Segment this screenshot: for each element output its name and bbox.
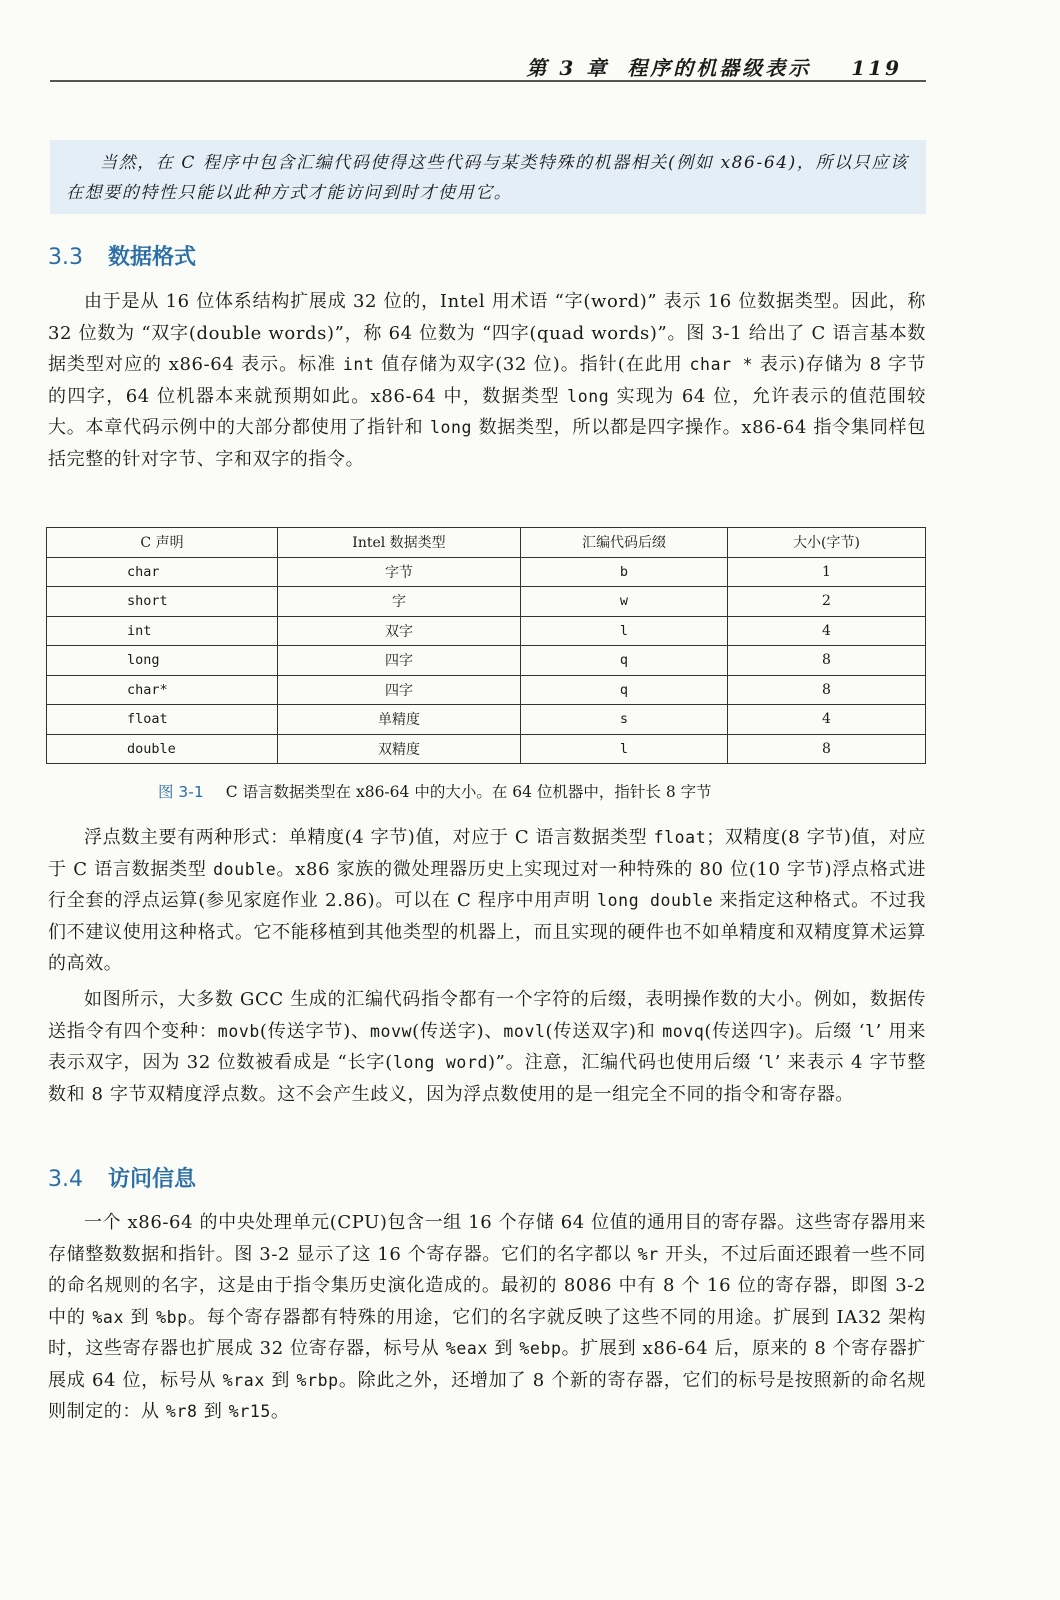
text-run: 值存储为双字(32 位)。指针(在此用 [374, 354, 690, 375]
code-run: movw [370, 1021, 413, 1041]
table-cell: double [47, 734, 278, 764]
table-cell: char* [47, 675, 278, 705]
page-number: 119 [851, 56, 902, 80]
section-number: 3.4 [48, 1167, 83, 1192]
code-run: float [653, 828, 707, 847]
text-run: ’ 用来表示双字，因为 32 位数被看成是 “长字( [48, 1020, 927, 1073]
text-run: 到 [487, 1338, 520, 1359]
code-run: long double [597, 891, 714, 910]
code-run: %bp [156, 1307, 188, 1327]
code-run: long word [392, 1053, 489, 1072]
text-run: (传送双字)和 [545, 1020, 663, 1042]
table-cell: 1 [728, 557, 926, 587]
code-run: int [342, 355, 375, 374]
note-box [50, 140, 926, 214]
header-chapter: 第 3 章 [526, 56, 610, 80]
table-row [47, 587, 926, 617]
table-header-row [47, 528, 926, 558]
code-run: long [429, 418, 473, 437]
table-cell: char [47, 557, 278, 587]
table-cell: 4 [728, 705, 926, 735]
text-run: (传送四字)。后缀 ‘ [704, 1020, 866, 1042]
table-cell: s [521, 705, 728, 735]
table-row [47, 557, 926, 587]
text-run: 实现为 64 位，允许表示的值范围较大。本章代码示例中的大部分都使用了指针和 [48, 385, 926, 438]
table-cell: 单精度 [278, 705, 521, 735]
text-run: (传送字)、 [412, 1020, 504, 1042]
text-run: 到 [123, 1306, 157, 1328]
text-run: )”。注意，汇编代码也使用后缀 ‘ [488, 1052, 765, 1073]
section-3-4-title [48, 1162, 196, 1193]
code-run: char * [689, 355, 754, 374]
section-title-text: 数据格式 [108, 245, 197, 270]
table-cell: 8 [728, 646, 926, 676]
code-run: movb [217, 1021, 260, 1041]
section-title-text: 访问信息 [108, 1167, 197, 1192]
table-row [47, 675, 926, 705]
table-row [47, 616, 926, 646]
text-run: 表示)存储为 8 字节的四字，64 位机器本来就预期如此。x86-64 中，数据类型 [48, 354, 926, 407]
table-cell: long [47, 646, 278, 676]
paragraph-registers [48, 1207, 926, 1428]
table-cell: b [521, 557, 728, 587]
paragraph-floating-point [48, 822, 926, 980]
text-run: 。扩展到 x86-64 后，原来的 8 个寄存器扩展成 64 位，标号从 [48, 1338, 927, 1391]
text-run: 如图所示，大多数 GCC 生成的汇编代码指令都有一个字符的后缀，表明操作数的大小。例如，数据传送指令有四个变种： [48, 989, 926, 1042]
text-run: 。除此之外，还增加了 8 个新的寄存器，它们的标号是按照新的命名规则制定的：从 [48, 1369, 926, 1422]
column-header: 大小(字节) [728, 528, 926, 558]
table-cell: q [521, 646, 728, 676]
code-run: double [213, 859, 277, 879]
column-header: 汇编代码后缀 [521, 528, 728, 558]
text-run: 到 [264, 1369, 297, 1391]
column-header: Intel 数据类型 [278, 528, 521, 558]
code-run: l [865, 1021, 876, 1041]
table-cell: w [521, 587, 728, 617]
figure-caption [158, 780, 712, 802]
header-chapter-title: 程序的机器级表示 [627, 56, 812, 80]
code-run: movl [503, 1021, 546, 1041]
code-run: long [567, 386, 610, 406]
data-types-table [46, 527, 926, 764]
table-row [47, 646, 926, 676]
table-cell: 双字 [278, 616, 521, 646]
column-header: C 声明 [47, 528, 278, 558]
code-run: %r [637, 1244, 659, 1264]
running-header [50, 46, 926, 82]
code-run: %rbp [296, 1370, 339, 1390]
text-run: ’ 来表示 4 字节整数和 8 字节双精度浮点数。这不会产生歧义，因为浮点数使用的是一组完全不同的指令和寄存器。 [48, 1052, 926, 1105]
text-run: 到 [197, 1401, 229, 1422]
code-run: %r8 [165, 1402, 198, 1421]
section-3-3-title [48, 240, 196, 271]
text-run: 一个 x86-64 的中央处理单元(CPU)包含一组 16 个存储 64 位值的通用目的寄存器。这些寄存器用来存储整数数据和指针。图 3-2 显示了这 16 个寄存器。它们的名字都以 [48, 1212, 926, 1265]
code-run: %r15 [228, 1402, 271, 1421]
table-cell: int [47, 616, 278, 646]
table-cell: 四字 [278, 675, 521, 705]
code-run: %rax [222, 1370, 265, 1390]
code-run: %ax [92, 1307, 124, 1327]
text-run: 来指定这种格式。不过我们不建议使用这种格式。它不能移植到其他类型的机器上，而且实现的硬件也不如单精度和双精度算术运算的高效。 [48, 890, 927, 974]
text-run: ；双精度(8 字节)值，对应于 C 语言数据类型 [48, 827, 926, 880]
code-run: %eax [445, 1339, 488, 1358]
table-cell: 字节 [278, 557, 521, 587]
figure-caption-text: C 语言数据类型在 x86-64 中的大小。在 64 位机器中，指针长 8 字节 [225, 783, 712, 801]
table-cell: 2 [728, 587, 926, 617]
code-run: l [764, 1053, 775, 1072]
table-cell: q [521, 675, 728, 705]
table-cell: l [521, 734, 728, 764]
paragraph-data-formats [48, 286, 926, 475]
figure-label: 图 3-1 [158, 783, 204, 801]
table-cell: 字 [278, 587, 521, 617]
table-cell: 8 [728, 675, 926, 705]
section-number: 3.3 [48, 245, 83, 270]
text-run: 。每个寄存器都有特殊的用途，它们的名字就反映了这些不同的用途。扩展到 IA32 架构时，这些寄存器也扩展成 32 位寄存器，标号从 [48, 1306, 927, 1359]
table-cell: 4 [728, 616, 926, 646]
text-run: 由于是从 16 位体系结构扩展成 32 位的，Intel 用术语 “字(word)” 表示 16 位数据类型。因此，称 32 位数为 “双字(double words)”，称 64 位数为 “四字(quad words)”。图 3-1 给出了 C 语言基本数据类型对应的 x86-64 表示。标准 [48, 291, 926, 375]
table-cell: 8 [728, 734, 926, 764]
code-run: %ebp [519, 1339, 562, 1358]
paragraph-suffixes [48, 984, 926, 1110]
text-run: 开头，不过后面还跟着一些不同的命名规则的名字，这是由于指令集历史演化造成的。最初的 8086 中有 8 个 16 位的寄存器，即图 3-2 中的 [48, 1243, 926, 1328]
table-cell: 双精度 [278, 734, 521, 764]
text-run: 数据类型，所以都是四字操作。x86-64 指令集同样包括完整的针对字节、字和双字的指令。 [48, 417, 926, 470]
code-run: movq [662, 1021, 705, 1041]
note-text: 当然，在 C 程序中包含汇编代码使得这些代码与某类特殊的机器相关(例如 x86-64)，所以只应该在想要的特性只能以此种方式才能访问到时才使用它。 [66, 153, 909, 203]
text-run: 。x86 家族的微处理器历史上实现过对一种特殊的 80 位(10 字节)浮点格式进行全套的浮点运算(参见家庭作业 2.86)。可以在 C 程序中用声明 [48, 858, 926, 911]
table-row [47, 734, 926, 764]
table-cell: short [47, 587, 278, 617]
text-run: (传送字节)、 [259, 1020, 371, 1042]
table-cell: 四字 [278, 646, 521, 676]
table-cell: float [47, 705, 278, 735]
table-row [47, 705, 926, 735]
text-run: 浮点数主要有两种形式：单精度(4 字节)值，对应于 C 语言数据类型 [84, 827, 654, 848]
table-cell: l [521, 616, 728, 646]
header-text [508, 52, 902, 81]
text-run: 。 [270, 1401, 290, 1422]
